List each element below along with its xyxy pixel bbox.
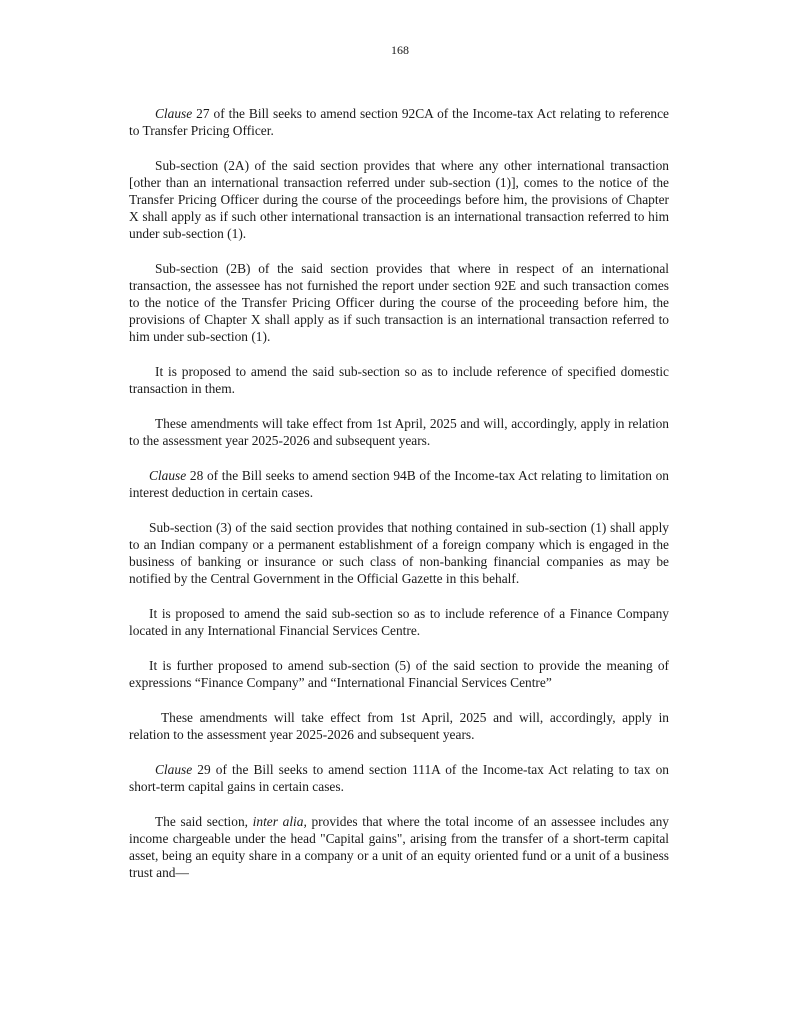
paragraph-effective-date: These amendments will take effect from 1st April, 2025 and will, accordingly, apply in relation to the assessment year 2025-2026 and subsequent years. <box>129 416 669 448</box>
paragraph-text: The said section, <box>155 814 253 829</box>
paragraph-text: 27 of the Bill seeks to amend section 92CA of the Income-tax Act relating to reference to Transfer Pricing Officer. <box>129 106 669 138</box>
paragraph-subsection-2a: Sub-section (2A) of the said section provides that where any other international transaction [other than an international transaction referred under sub-section (1)], comes to the notice of the Transfer Pricing Officer during the course of the proceedings before him, the provisions of Chapter X shall apply as if such other international transaction is an international transaction referred to him under sub-section (1). <box>129 158 669 241</box>
paragraph-proposal-finance-company: It is proposed to amend the said sub-section so as to include reference of a Finance Company located in any International Financial Services Centre. <box>129 606 669 638</box>
paragraph-text: 29 of the Bill seeks to amend section 111A of the Income-tax Act relating to tax on short-term capital gains in certain cases. <box>129 762 669 794</box>
paragraph-subsection-2b: Sub-section (2B) of the said section provides that where in respect of an international transaction, the assessee has not furnished the report under section 92E and such transaction comes to the notice of the Transfer Pricing Officer during the course of the proceeding before him, the provisions of Chapter X shall apply as if such transaction is an international transaction referred to him under sub-section (1). <box>129 261 669 344</box>
paragraph-clause-29 <box>129 761 669 795</box>
paragraph-text: 28 of the Bill seeks to amend section 94B of the Income-tax Act relating to limitation on interest deduction in certain cases. <box>129 468 669 500</box>
paragraph-proposal-subsection-5: It is further proposed to amend sub-section (5) of the said section to provide the meaning of expressions “Finance Company” and “International Financial Services Centre” <box>129 658 669 690</box>
clause-label: Clause <box>149 468 187 483</box>
clause-label: Clause <box>155 106 193 121</box>
paragraph-clause-28 <box>129 467 669 501</box>
latin-phrase: inter alia, <box>252 814 307 829</box>
paragraph-proposal-specified-domestic: It is proposed to amend the said sub-section so as to include reference of specified domestic transaction in them. <box>129 364 669 396</box>
page-number: 168 <box>391 43 409 57</box>
paragraph-clause-27 <box>129 105 669 139</box>
paragraph-section-111a <box>129 813 669 881</box>
paragraph-text: provides that where the total income of an assessee includes any income chargeable under the head "Capital gains", arising from the transfer of a short-term capital asset, being an equity share in a company or a unit of an equity oriented fund or a unit of a business trust and— <box>129 814 669 880</box>
document-body <box>129 105 669 881</box>
paragraph-subsection-3: Sub-section (3) of the said section provides that nothing contained in sub-section (1) shall apply to an Indian company or a permanent establishment of a foreign company which is engaged in the business of banking or insurance or such class of non-banking financial companies as may be notified by the Central Government in the Official Gazette in this behalf. <box>129 520 669 586</box>
clause-label: Clause <box>155 762 193 777</box>
paragraph-effective-date: These amendments will take effect from 1st April, 2025 and will, accordingly, apply in relation to the assessment year 2025-2026 and subsequent years. <box>129 710 669 742</box>
